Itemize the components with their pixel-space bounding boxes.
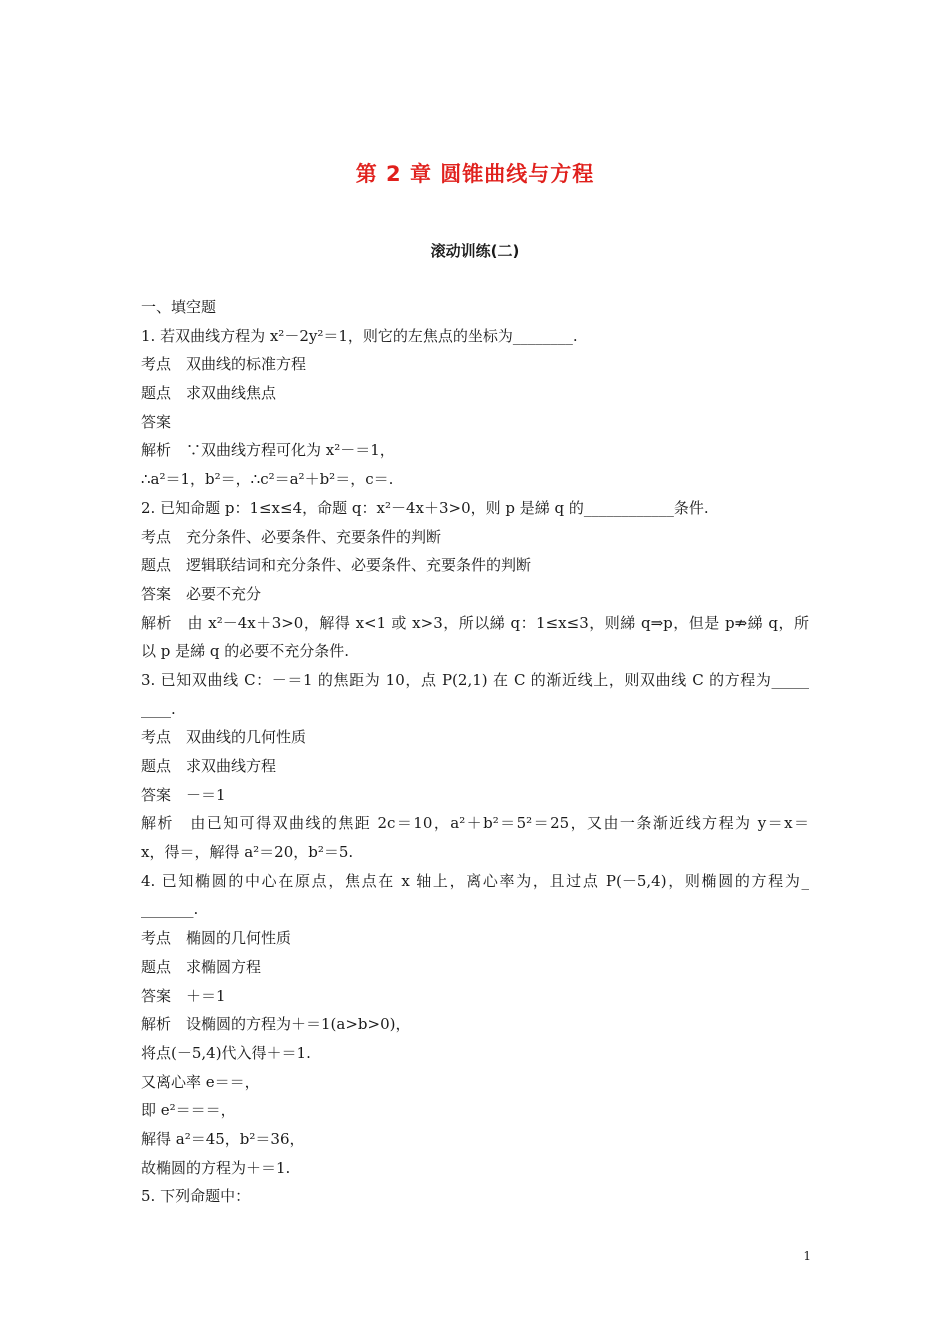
q2-subtopic: 题点 逻辑联结词和充分条件、必要条件、充要条件的判断 — [141, 556, 532, 575]
q2-analysis-line-1: 解析 由 x²－4x＋3>0，解得 x<1 或 x>3，所以綈 q：1≤x≤3，则綈 q⇒p，但是 p⇏綈 q，所 — [141, 613, 809, 632]
q4-analysis-line-5: 解得 a²＝45，b²＝36， — [141, 1129, 305, 1148]
q4-question-line-2: _______. — [141, 900, 199, 919]
q1-analysis-line-1: 解析 ∵双曲线方程可化为 x²－＝1， — [141, 441, 395, 460]
q4-analysis-line-6: 故椭圆的方程为＋＝1. — [141, 1158, 291, 1177]
q3-question-line-1: 3. 已知双曲线 C：－＝1 的焦距为 10，点 P(2,1) 在 C 的渐近线上，则双曲线 C 的方程为_____ — [141, 670, 809, 689]
q3-analysis-line-1: 解析 由已知可得双曲线的焦距 2c＝10，a²＋b²＝5²＝25，又由一条渐近线方程为 y＝x＝ — [141, 814, 809, 833]
q1-answer: 答案 — [141, 412, 172, 431]
q2-answer: 答案 必要不充分 — [141, 584, 262, 603]
q2-analysis-line-2: 以 p 是綈 q 的必要不充分条件. — [141, 642, 350, 661]
q1-analysis-line-2: ∴a²＝1，b²＝，∴c²＝a²＋b²＝，c＝. — [141, 470, 394, 489]
section-title: 滚动训练(二) — [430, 242, 520, 260]
page-number: 1 — [803, 1249, 811, 1263]
q3-question-line-2: ____. — [141, 699, 176, 718]
section-heading-fill-blank: 一、填空题 — [141, 298, 217, 316]
q4-analysis-line-4: 即 e²＝＝＝， — [141, 1101, 236, 1120]
q4-analysis-line-2: 将点(－5,4)代入得＋＝1. — [141, 1043, 311, 1062]
q1-question: 1. 若双曲线方程为 x²－2y²＝1，则它的左焦点的坐标为________. — [141, 326, 578, 345]
q4-topic: 考点 椭圆的几何性质 — [141, 929, 292, 948]
q3-analysis-line-2: x，得＝，解得 a²＝20，b²＝5. — [141, 843, 354, 862]
q2-topic: 考点 充分条件、必要条件、充要条件的判断 — [141, 527, 442, 546]
q4-answer: 答案 ＋＝1 — [141, 986, 226, 1005]
document-body — [141, 293, 809, 1211]
q5-question: 5. 下列命题中： — [141, 1187, 251, 1206]
q4-analysis-line-3: 又离心率 e＝＝， — [141, 1072, 260, 1091]
q3-topic: 考点 双曲线的几何性质 — [141, 728, 307, 747]
q4-question-line-1: 4. 已知椭圆的中心在原点，焦点在 x 轴上，离心率为，且过点 P(－5,4)，则椭圆的方程为_ — [141, 871, 809, 890]
q1-subtopic: 题点 求双曲线焦点 — [141, 384, 277, 403]
q3-subtopic: 题点 求双曲线方程 — [141, 757, 277, 775]
q3-answer: 答案 －＝1 — [141, 785, 226, 804]
chapter-title: 第 2 章 圆锥曲线与方程 — [355, 162, 595, 186]
q2-question: 2. 已知命题 p：1≤x≤4，命题 q：x²－4x＋3>0，则 p 是綈 q 的____________条件. — [141, 498, 709, 517]
q4-analysis-line-1: 解析 设椭圆的方程为＋＝1(a>b>0)， — [141, 1015, 411, 1034]
q4-subtopic: 题点 求椭圆方程 — [141, 957, 262, 976]
q1-topic: 考点 双曲线的标准方程 — [141, 355, 307, 374]
